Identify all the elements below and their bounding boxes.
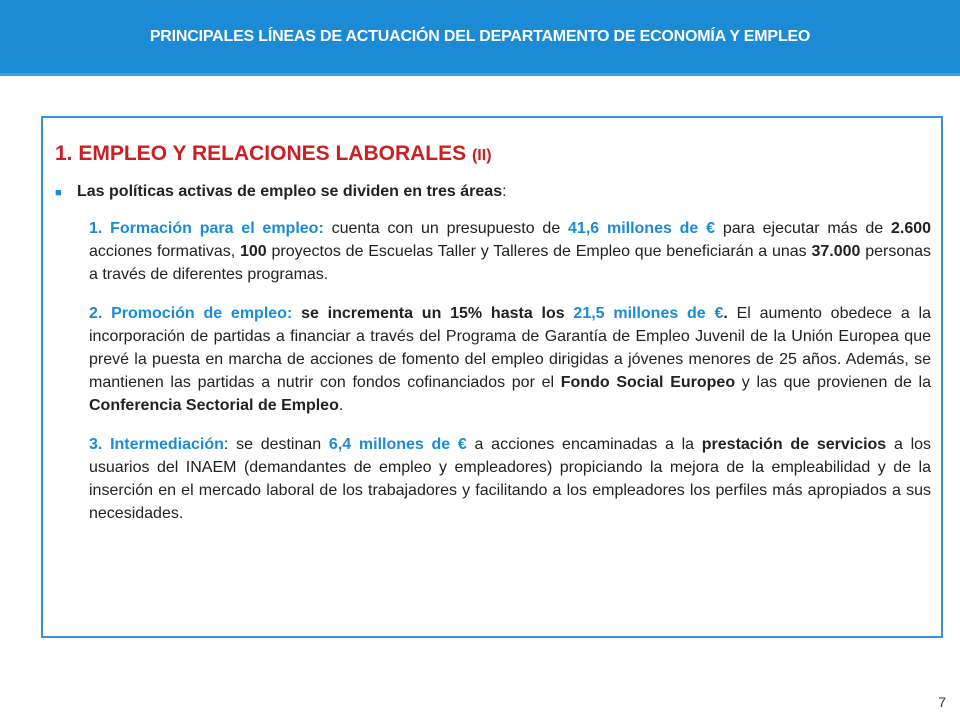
square-bullet-icon: ■ [55,187,62,199]
content-box [41,116,943,638]
bullet-colon: : [502,183,507,200]
text: . [338,397,344,414]
heading-intermediacion: 3. Intermediación [89,436,224,453]
paragraph-promocion [89,302,931,417]
section-title [55,142,931,166]
fondo-social-europeo: Fondo Social Europeo [560,374,736,391]
text: y las que provienen de la [735,374,932,391]
heading-promocion: 2. Promoción de empleo: [89,305,293,322]
text: personas a través de diferentes programas. [89,243,932,283]
bullet-item [55,183,931,201]
heading-formacion: 1. Formación para el empleo: [89,220,324,237]
count-acciones: 2.600 [890,220,932,237]
text: para ejecutar más de [715,220,891,237]
prestacion-servicios: prestación de servicios [701,436,887,453]
text-bold: se incrementa un 15% hasta los [292,305,574,322]
bullet-text-main: Las políticas activas de empleo se dividen en tres áreas [77,183,503,200]
page-title: PRINCIPALES LÍNEAS DE ACTUACIÓN DEL DEPARTAMENTO DE ECONOMÍA Y EMPLEO [149,27,811,45]
bullet-text [77,183,507,201]
count-personas: 37.000 [811,243,861,260]
header-banner [0,0,960,76]
text: : se destinan [223,436,329,453]
amount-promocion: 21,5 millones de € [573,305,724,322]
text: a acciones encaminadas a la [466,436,702,453]
text: a los usuarios del INAEM (demandantes de empleo y empleadores) propiciando la mejora de la empleabilidad y de la inserción en el mercado laboral de los trabajadores y facilitando a los empleadores los perfiles más apropiados a sus necesidades. [89,436,932,522]
conferencia-sectorial: Conferencia Sectorial de Empleo [89,397,339,414]
amount-formacion: 41,6 millones de € [568,220,716,237]
page-number: 7 [938,694,946,710]
paragraph-formacion [89,217,931,286]
text: cuenta con un presupuesto de [323,220,569,237]
text-bold: . [723,305,728,322]
amount-intermediacion: 6,4 millones de € [328,436,467,453]
text: acciones formativas, [89,243,240,260]
section-title-main: 1. EMPLEO Y RELACIONES LABORALES [55,142,467,165]
section-title-sub: (II) [471,147,492,164]
count-proyectos: 100 [240,243,267,260]
text: proyectos de Escuelas Taller y Talleres de Empleo que beneficiarán a unas [266,243,812,260]
text: El aumento obedece a la incorporación de partidas a financiar a través del Programa de Garantía de Empleo Juvenil de la Unión Europea que prevé la puesta en marcha de acciones de fomento del empleo dirigidas a jóvenes menores de 25 años. Además, se mantienen las partidas a nutrir con fondos cofinanciados por el [89,305,931,391]
paragraph-intermediacion [89,433,931,525]
